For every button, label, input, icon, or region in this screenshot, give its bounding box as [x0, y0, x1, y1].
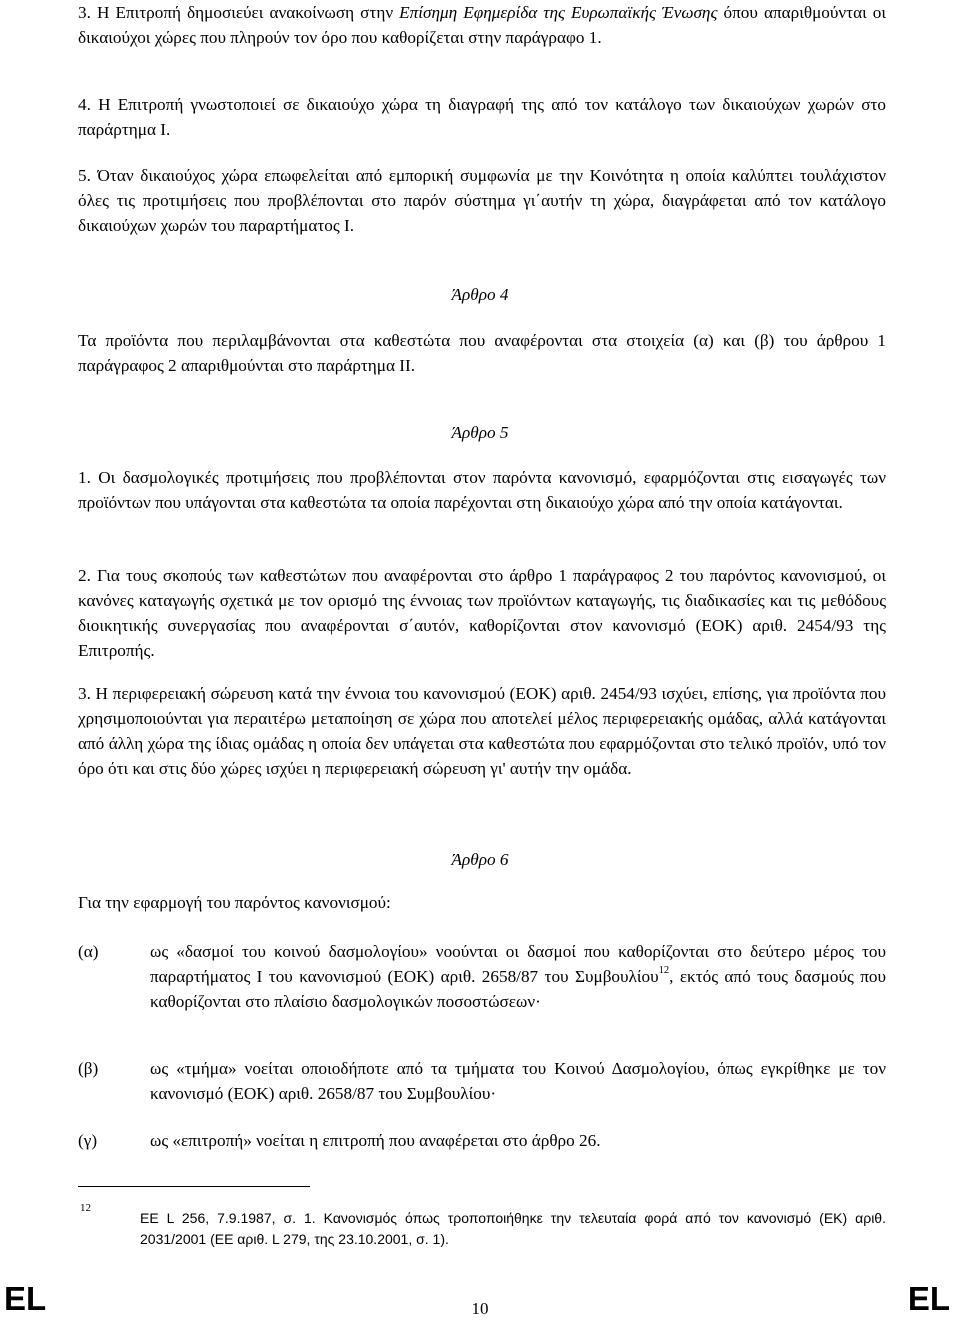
definition-label-a: (α) — [78, 942, 99, 961]
article-5-paragraph-2: 2. Για τους σκοπούς των καθεστώτων που αναφέρονται στο άρθρο 1 παράγραφος 2 του παρόντος κανονισμού, οι κανόνες καταγωγής σχετικά με τον ορισμό της έννοιας των προϊόντων καταγωγής, τις διαδικασίες και τις μεθόδους διοικητικής συνεργασίας που αναφέρονται σ΄αυτόν, καθορίζονται στον κανονισμό (ΕΟΚ) αριθ. 2454/93 της Επιτροπής. — [78, 566, 886, 660]
paragraph-4: 4. Η Επιτροπή γνωστοποιεί σε δικαιούχο χώρα τη διαγραφή της από τον κατάλογο των δικαιούχων χωρών στο παράρτημα Ι. — [78, 95, 886, 139]
footer-language-left: EL — [4, 1280, 47, 1317]
definition-text-c: ως «επιτροπή» νοείται η επιτροπή που αναφέρεται στο άρθρο 26. — [150, 1131, 601, 1150]
definition-a-text-a: ως «δασμοί του κοινού δασμολογίου» νοούνται οι δασμοί που καθορίζονται στο δεύτερο μέρος του παραρτήματος Ι του κανονισμού (ΕΟΚ) αριθ. 2658/87 του Συμβουλίου — [150, 942, 886, 986]
article-6-heading: Άρθρο 6 — [451, 850, 509, 869]
definition-label-c: (γ) — [78, 1131, 98, 1150]
definition-text-b: ως «τμήμα» νοείται οποιοδήποτε από τα τμήματα του Κοινού Δασμολογίου, όπως εγκρίθηκε με τον κανονισμό (ΕΟΚ) αριθ. 2658/87 του Συμβουλίου· — [150, 1059, 886, 1103]
footer-language-right: EL — [907, 1280, 950, 1317]
definition-text-a — [150, 939, 886, 1014]
paragraph-3-text-b: όπου απαριθμούνται οι δικαιούχοι χώρες που πληρούν τον όρο που καθορίζεται στην παράγραφο 1. — [78, 3, 886, 47]
official-journal-title: Επίσημη Εφημερίδα της Ευρωπαϊκής Ένωσης — [399, 3, 718, 22]
footnote-text: ΕΕ L 256, 7.9.1987, σ. 1. Κανονισμός όπως τροποποιήθηκε την τελευταία φορά από τον κανονισμό (ΕΚ) αριθ. 2031/2001 (ΕΕ αριθ. L 279, της 23.10.2001, σ. 1). — [140, 1210, 886, 1247]
footnote-separator — [78, 1186, 310, 1187]
article-4-heading: Άρθρο 4 — [451, 285, 509, 304]
paragraph-5: 5. Όταν δικαιούχος χώρα επωφελείται από εμπορική συμφωνία με την Κοινότητα η οποία καλύπτει τουλάχιστον όλες τις προτιμήσεις που προβλέπονται στο παρόν σύστημα γι΄αυτήν τη χώρα, διαγράφεται από τον κατάλογο δικαιούχων χωρών του παραρτήματος Ι. — [78, 166, 886, 235]
article-6-intro: Για την εφαρμογή του παρόντος κανονισμού: — [78, 893, 391, 912]
page-number: 10 — [471, 1299, 489, 1318]
paragraph-3-text-a: 3. Η Επιτροπή δημοσιεύει ανακοίνωση στην — [78, 3, 400, 22]
definition-label-b: (β) — [78, 1059, 99, 1078]
article-5-paragraph-1: 1. Οι δασμολογικές προτιμήσεις που προβλέπονται στον παρόντα κανονισμό, εφαρμόζονται στις εισαγωγές των προϊόντων που υπάγονται στα καθεστώτα τα οποία παρέχονται στη δικαιούχο χώρα από την οποία κατάγονται. — [78, 468, 886, 512]
footnote-reference[interactable]: 12 — [658, 965, 670, 977]
article-5-heading: Άρθρο 5 — [451, 423, 509, 442]
paragraph-3 — [78, 0, 886, 50]
footnote-number: 12 — [80, 1202, 91, 1214]
definition-a-text-b: , εκτός από τους δασμούς που καθορίζονται στο πλαίσιο δασμολογικών ποσοστώσεων· — [150, 967, 886, 1011]
article-5-paragraph-3: 3. Η περιφερειακή σώρευση κατά την έννοια του κανονισμού (ΕΟΚ) αριθ. 2454/93 ισχύει, επίσης, για προϊόντα που χρησιμοποιούνται για περαιτέρω μεταποίηση σε χώρα που αποτελεί μέλος περιφερειακής ομάδας, αλλά κατάγονται από άλλη χώρα της ίδιας ομάδας η οποία δεν υπάγεται στα καθεστώτα που εφαρμόζονται στο τελικό προϊόν, υπό τον όρο ότι και στις δύο χώρες ισχύει η περιφερειακή σώρευση γι' αυτήν την ομάδα. — [78, 684, 886, 778]
article-4-text: Τα προϊόντα που περιλαμβάνονται στα καθεστώτα που αναφέρονται στα στοιχεία (α) και (β) του άρθρου 1 παράγραφος 2 απαριθμούνται στο παράρτημα ΙΙ. — [78, 331, 886, 375]
